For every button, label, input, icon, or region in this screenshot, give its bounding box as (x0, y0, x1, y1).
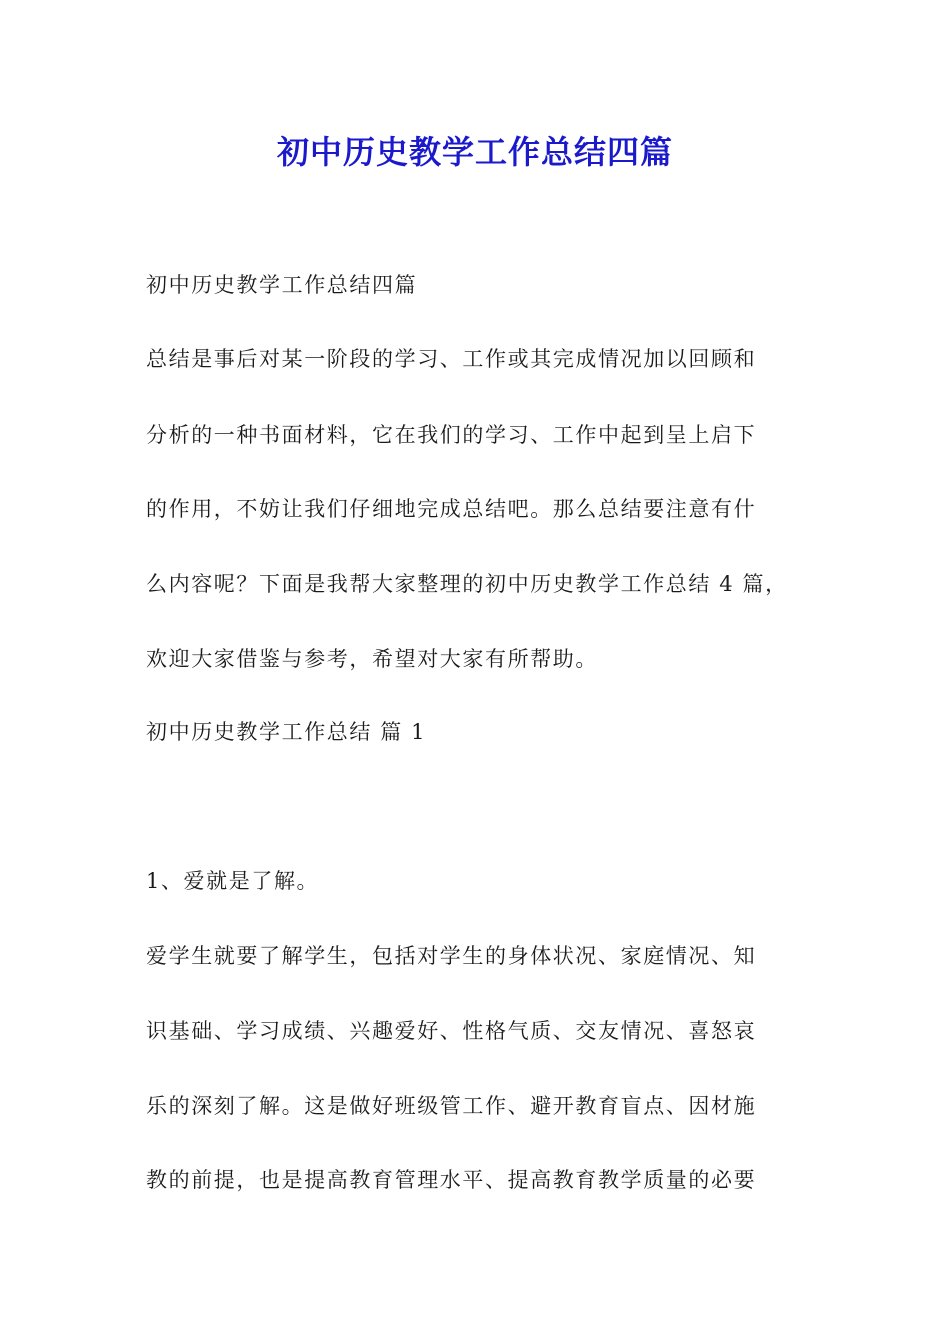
paragraph-line: 分析的一种书面材料，它在我们的学习、工作中起到呈上启下 (146, 423, 757, 447)
paragraph-line: 乐的深刻了解。这是做好班级管工作、避开教育盲点、因材施 (146, 1094, 757, 1118)
paragraph-line: 教的前提，也是提高教育管理水平、提高教育教学质量的必要 (146, 1168, 757, 1192)
document-title: 初中历史教学工作总结四篇 (276, 133, 673, 171)
paragraph-line: 总结是事后对某一阶段的学习、工作或其完成情况加以回顾和 (146, 347, 757, 371)
section-heading: 初中历史教学工作总结 篇 1 (146, 720, 427, 744)
subtitle-line: 初中历史教学工作总结四篇 (146, 273, 418, 297)
paragraph-line: 的作用，不妨让我们仔细地完成总结吧。那么总结要注意有什 (146, 497, 757, 521)
paragraph-line: 欢迎大家借鉴与参考，希望对大家有所帮助。 (146, 647, 598, 671)
numbered-point: 1、爱就是了解。 (146, 869, 320, 893)
paragraph-line: 爱学生就要了解学生，包括对学生的身体状况、家庭情况、知 (146, 944, 757, 968)
paragraph-line: 识基础、学习成绩、兴趣爱好、性格气质、交友情况、喜怒哀 (146, 1019, 757, 1043)
paragraph-line: 么内容呢？下面是我帮大家整理的初中历史教学工作总结 4 篇， (146, 572, 788, 596)
